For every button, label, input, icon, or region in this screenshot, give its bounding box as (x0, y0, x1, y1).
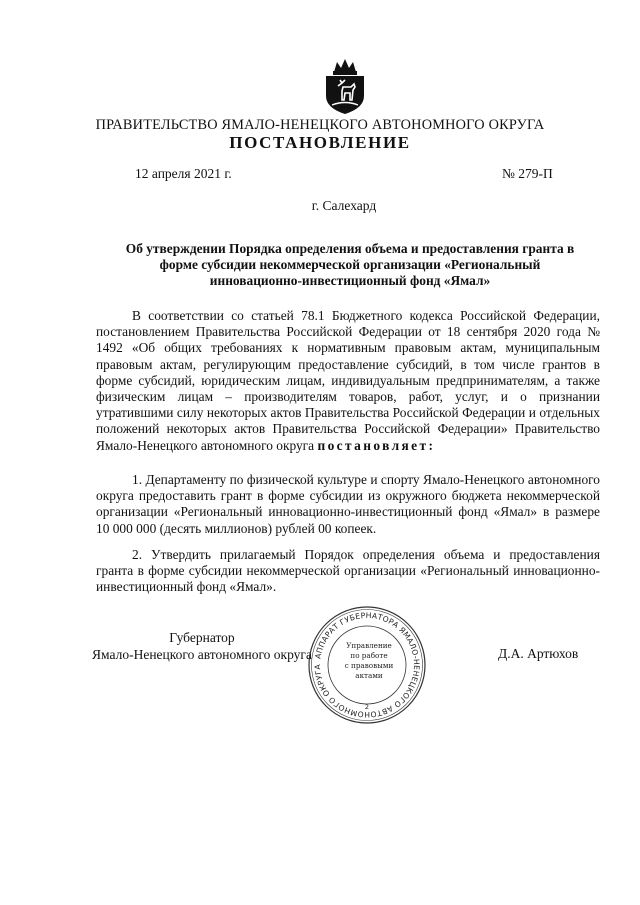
item-2 (96, 547, 600, 596)
document-date: 12 апреля 2021 г. (135, 166, 232, 181)
signatory-position-line2: Ямало-Ненецкого автономного округа (92, 646, 312, 662)
stamp-center-line1: Управление (346, 641, 392, 650)
preamble (96, 308, 600, 454)
item-1-text: 1. Департаменту по физической культуре и спорту Ямало-Ненецкого автономного округа предоставить грант в форме субсидии из окружного бюджета некоммерческой организации «Региональный инновационно-инвестиционный фонд «Ямал» в размере 10 000 000 (десять миллионов) рублей 00 копеек. (96, 472, 600, 536)
document-city: г. Салехард (311, 198, 377, 213)
signatory-position (80, 630, 324, 663)
stamp-center-line2: по работе (350, 651, 388, 660)
signatory-position-line1: Губернатор (169, 630, 235, 645)
document-type: ПОСТАНОВЛЕНИЕ (229, 133, 411, 152)
coat-of-arms-icon (318, 56, 372, 116)
government-name: ПРАВИТЕЛЬСТВО ЯМАЛО-НЕНЕЦКОГО АВТОНОМНОГО ОКРУГА (95, 117, 545, 133)
official-stamp (306, 604, 428, 726)
stamp-ring-text: АППАРАТ ГУБЕРНАТОРА ЯМАЛО-НЕНЕЦКОГО АВТОНОМНОГО ОКРУГА (312, 610, 422, 720)
signatory-name: Д.А. Артюхов (498, 646, 579, 661)
document-number: № 279-П (502, 166, 553, 181)
resolves-word: постановляет: (317, 437, 436, 453)
item-1 (96, 472, 600, 537)
stamp-center-line3: с правовыми (344, 661, 394, 670)
preamble-text: В соответствии со статьей 78.1 Бюджетного кодекса Российской Федерации, постановлением Правительства Российской Федерации от 18 сентября 2020 года № 1492 «Об общих требованиях к нормативным правовым актам, муниципальным правовым актам, регулирующим предоставление субсидий, в том числе грантов в форме субсидий, юридическим лицам, индивидуальным предпринимателям, а также физическим лицам – производителям товаров, работ, услуг, и о признании утратившими силу некоторых актов Правительства Российской Федерации и отдельных положений некоторых актов Правительства Российской Федерации» Правительство Ямало-Ненецкого автономного округа (96, 308, 600, 453)
item-2-text: 2. Утвердить прилагаемый Порядок определения объема и предоставления гранта в форме субсидии некоммерческой организации «Региональный инновационно-инвестиционный фонд «Ямал». (96, 547, 600, 595)
document-title: Об утверждении Порядка определения объема и предоставления гранта в форме субсидии некоммерческой организации «Региональный инновационно-инвестиционный фонд «Ямал» (125, 241, 575, 289)
stamp-center-line4: актами (355, 671, 383, 680)
stamp-bottom-number: 2 (364, 703, 370, 711)
